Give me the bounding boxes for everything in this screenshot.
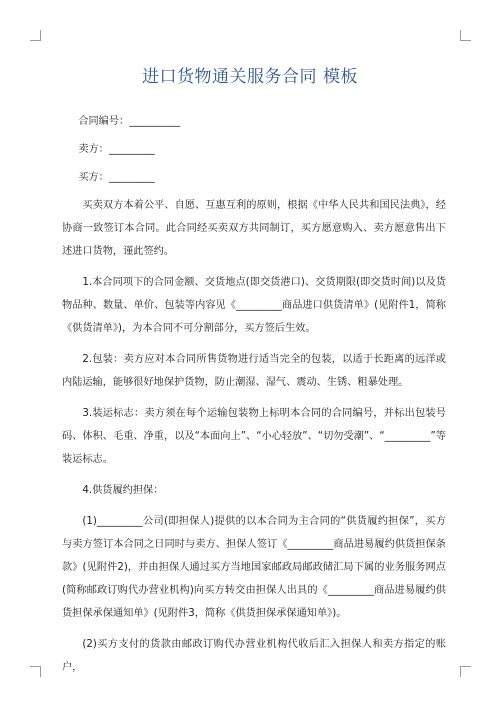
preamble-paragraph: 买卖双方本着公平、自愿、互惠互利的原则，根据《中华人民共和国民法典》，经协商一致签订本合同。此合同经买卖双方共同制订，买方愿意购入、卖方愿意售出下述进口货物，谨此签约。 [62, 200, 446, 257]
document-body [62, 110, 446, 687]
clause-2-packaging-paragraph: 2.包装：卖方应对本合同所售货物进行适当完全的包装，以适于长距离的远洋或内陆运输，能够很好地保护货物，防止潮湿、湿气、震动、生锈、粗暴处理。 [62, 354, 446, 388]
seller-field: 卖方：_________ [78, 144, 155, 155]
crop-mark-top-left [30, 30, 41, 41]
buyer-field: 买方：_________ [78, 172, 155, 183]
crop-mark-bottom-left [30, 666, 41, 677]
clause-4-heading: 4.供货履约担保： [82, 485, 164, 496]
clause-4-1-paragraph: (1)_________公司(即担保人)提供的以本合同为主合同的“供货履约担保”，买方与卖方签订本合同之日同时与卖方、担保人签订《_________商品进易履约供货担保条款》(见附件2)，并由担保人通过买方当地国家邮政局邮政储汇局下属的业务服务网点(简称邮政订购代办营业机构)向买方转交由担保人出具的《_________商品进易履约供货担保承保通知单》(见附件3，简称《供货担保承保通知单》)。 [62, 516, 446, 619]
crop-mark-bottom-right [460, 666, 471, 677]
crop-mark-top-right [460, 30, 471, 41]
document-title: 进口货物通关服务合同 模板 [142, 67, 358, 87]
contract-number-field: 合同编号：__________ [78, 116, 181, 127]
clause-4-2-paragraph: (2)买方支付的货款由邮政订购代办营业机构代收后汇入担保人和卖方指定的账户， [62, 639, 446, 673]
clause-1-paragraph: 1.本合同项下的合同金额、交货地点(即交货港口)、交货期限(即交货时间)以及货物品种、数量、单价、包装等内容见《_________商品进口供货清单》(见附件1，简称《供货清单》)，为本合同不可分割部分，买方签后生效。 [62, 277, 446, 334]
clause-3-shipping-marks-paragraph: 3.装运标志：卖方须在每个运输包装物上标明本合同的合同编号，并标出包装号码、体积、毛重、净重，以及“本面向上”、“小心轻放”、“切勿受潮”、“_________”等装运标志。 [62, 408, 446, 465]
